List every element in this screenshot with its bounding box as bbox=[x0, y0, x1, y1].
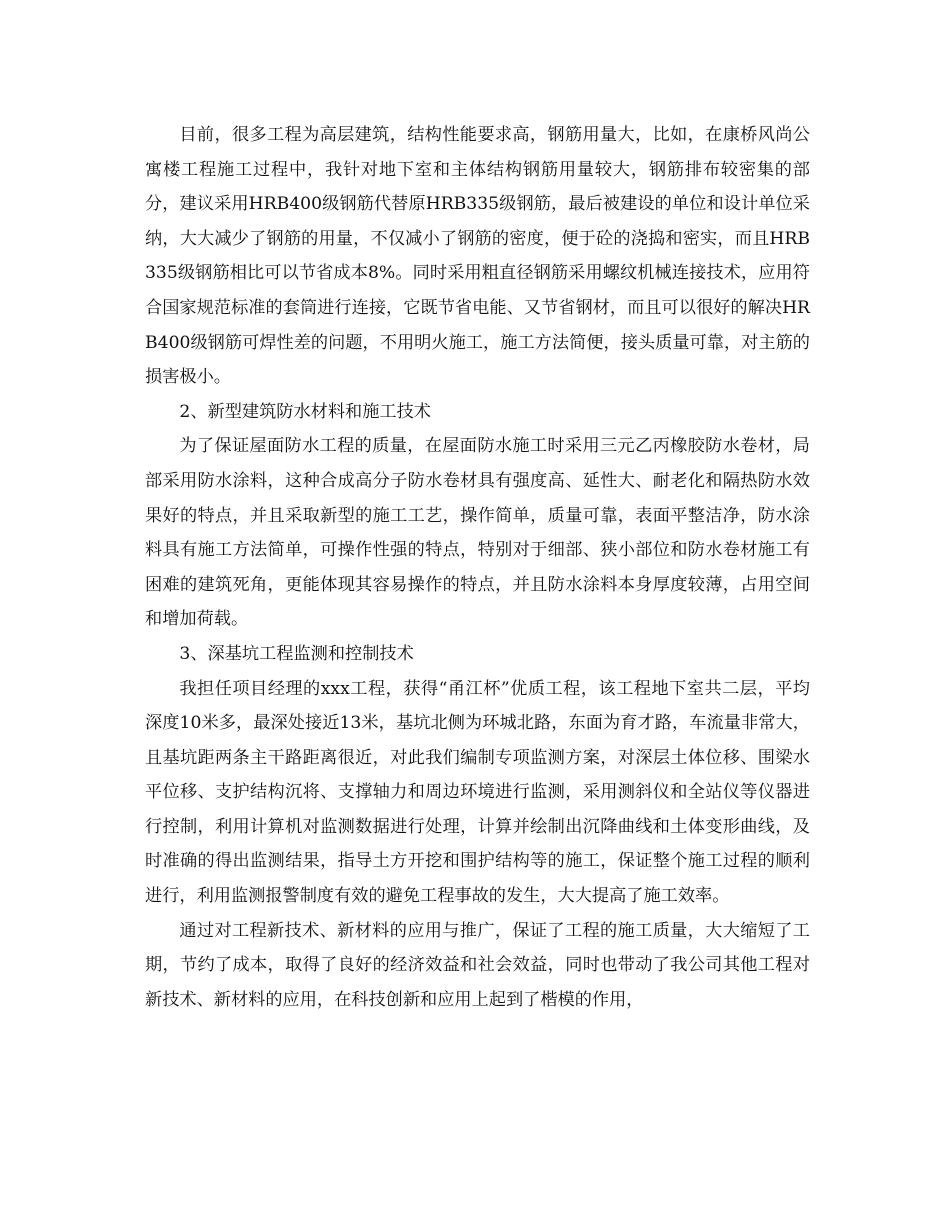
section-heading-foundation-monitoring: 3、深基坑工程监测和控制技术 bbox=[179, 643, 414, 664]
section-heading-waterproofing: 2、新型建筑防水材料和施工技术 bbox=[179, 401, 431, 422]
document-body bbox=[145, 118, 810, 1017]
paragraph-waterproofing: 为了保证屋面防水工程的质量，在屋面防水施工时采用三元乙丙橡胶防水卷材，局部采用防水涂料，这种合成高分子防水卷材具有强度高、延性大、耐老化和隔热防水效果好的特点，并且采取新型的施工工艺，操作简单，质量可靠，表面平整洁净，防水涂料具有施工方法简单，可操作性强的特点，特别对于细部、狭小部位和防水卷材施工有困难的建筑死角，更能体现其容易操作的特点，并且防水涂料本身厚度较薄，占用空间和增加荷载。 bbox=[145, 436, 810, 630]
paragraph-summary: 通过对工程新技术、新材料的应用与推广，保证了工程的施工质量，大大缩短了工期，节约了成本，取得了良好的经济效益和社会效益，同时也带动了我公司其他工程对新技术、新材料的应用，在科技创新和应用上起到了楷模的作用， bbox=[145, 920, 810, 1010]
paragraph-rebar-optimization: 目前，很多工程为高层建筑，结构性能要求高，钢筋用量大，比如，在康桥风尚公寓楼工程施工过程中，我针对地下室和主体结构钢筋用量较大，钢筋排布较密集的部分，建议采用HRB400级钢筋代替原HRB335级钢筋，最后被建设的单位和设计单位采纳，大大减少了钢筋的用量，不仅减小了钢筋的密度，便于砼的浇捣和密实，而且HRB335级钢筋相比可以节省成本8%。同时采用粗直径钢筋采用螺纹机械连接技术，应用符合国家规范标准的套筒进行连接，它既节省电能、又节省钢材，而且可以很好的解决HRB400级钢筋可焊性差的问题，不用明火施工，施工方法简便，接头质量可靠，对主筋的损害极小。 bbox=[145, 125, 810, 388]
paragraph-foundation-monitoring: 我担任项目经理的xxx工程，获得“甬江杯”优质工程，该工程地下室共二层，平均深度10米多，最深处接近13米，基坑北侧为环城北路，东面为育才路，车流量非常大，且基坑距两条主干路距离很近，对此我们编制专项监测方案，对深层土体位移、围梁水平位移、支护结构沉将、支撑轴力和周边环境进行监测，采用测斜仪和全站仪等仪器进行控制，利用计算机对监测数据进行处理，计算并绘制出沉降曲线和土体变形曲线，及时准确的得出监测结果，指导土方开挖和围护结构等的施工，保证整个施工过程的顺利进行，利用监测报警制度有效的避免工程事故的发生，大大提高了施工效率。 bbox=[145, 678, 810, 907]
